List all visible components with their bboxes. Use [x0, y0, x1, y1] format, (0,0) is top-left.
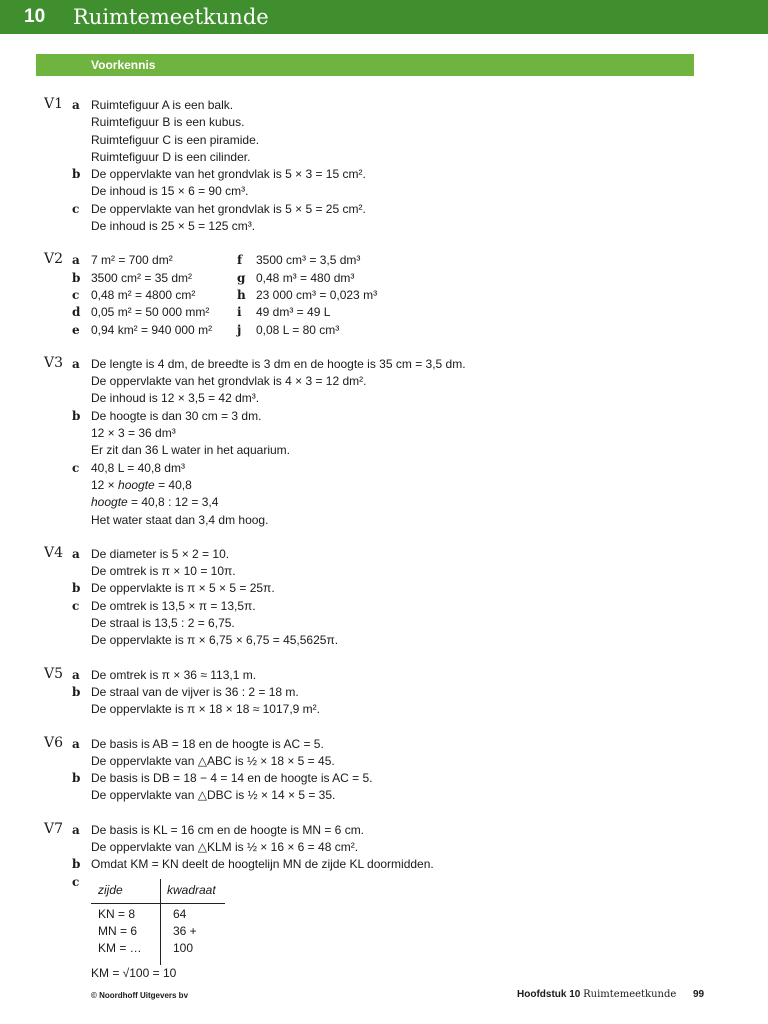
sub-label: a — [72, 253, 80, 268]
answer-line: 3500 cm³ = 3,5 dm³ — [256, 253, 361, 268]
sub-label: a — [72, 667, 80, 682]
exercise-v1 — [0, 97, 768, 235]
answer-line: Ruimtefiguur A is een balk. — [91, 98, 234, 112]
answer-line: De oppervlakte van het grondvlak is 5 × 3 = 15 cm². — [91, 167, 366, 182]
sub-label: d — [72, 305, 81, 320]
sub-label: c — [72, 287, 80, 302]
section-header-bar — [36, 54, 694, 76]
answer-line: De oppervlakte van het grondvlak is 4 × 3 = 12 dm². — [91, 374, 367, 389]
exercise-v5 — [0, 667, 768, 719]
sub-label: b — [72, 408, 81, 423]
sub-label: f — [237, 253, 243, 268]
answer-line: 0,48 m³ = 480 dm³ — [256, 270, 355, 285]
answer-line: 7 m² = 700 dm² — [91, 253, 173, 268]
sub-label: b — [72, 684, 81, 699]
exercise-v3 — [0, 356, 768, 529]
answer-line: De omtrek is π × 36 ≈ 113,1 m. — [91, 667, 257, 682]
answer-line: 0,48 m² = 4800 cm² — [91, 287, 196, 302]
sub-label: j — [237, 322, 242, 337]
squares-table — [91, 882, 231, 965]
answer-line: 0,94 km² = 940 000 m² — [91, 322, 213, 337]
answer-line: De basis is AB = 18 en de hoogte is AC = 5. — [91, 736, 324, 751]
exercise-label: V4 — [44, 544, 64, 561]
table-row-left: MN = 6 — [98, 923, 138, 938]
sub-label: c — [72, 874, 80, 889]
answer-line: De oppervlakte van △ABC is ½ × 18 × 5 = 45. — [91, 753, 335, 768]
exercise-v6 — [0, 736, 768, 805]
variable: hoogte — [91, 495, 128, 510]
sub-label: a — [72, 546, 80, 561]
sub-label: b — [72, 857, 81, 872]
chapter-number: 10 — [24, 6, 46, 27]
answer-line: De lengte is 4 dm, de breedte is 3 dm en de hoogte is 35 cm = 3,5 dm. — [91, 356, 466, 371]
sub-label: a — [72, 822, 80, 837]
answer-line: De omtrek is 13,5 × π = 13,5π. — [91, 598, 256, 613]
table-vertical-divider — [160, 879, 161, 965]
exercise-label: V5 — [44, 665, 64, 682]
exercise-label: V1 — [44, 96, 64, 112]
answer-line: KM = √100 = 10 — [91, 965, 177, 980]
text-part: = 40,8 — [154, 477, 192, 492]
sub-label: c — [72, 598, 80, 613]
answer-line: De oppervlakte van het grondvlak is 5 × 5 = 25 cm². — [91, 201, 366, 216]
sub-label: b — [72, 270, 81, 285]
text-part: 12 × — [91, 477, 119, 492]
answer-line: Het water staat dan 3,4 dm hoog. — [91, 512, 269, 527]
sub-label: g — [237, 270, 246, 285]
answer-line: 0,08 L = 80 cm³ — [256, 322, 340, 337]
answer-line: 49 dm³ = 49 L — [256, 305, 331, 320]
answer-line: De oppervlakte van △KLM is ½ × 16 × 6 = 48 cm². — [91, 839, 359, 854]
sub-label: a — [72, 356, 80, 371]
answer-line: De basis is DB = 18 − 4 = 14 en de hoogte is AC = 5. — [91, 771, 373, 786]
exercise-label: V3 — [44, 354, 64, 371]
table-row-right: 100 — [173, 940, 194, 955]
text-part: = 40,8 : 12 = 3,4 — [127, 495, 219, 510]
sub-label: a — [72, 98, 80, 112]
answer-line: De oppervlakte van △DBC is ½ × 14 × 5 = 35. — [91, 788, 336, 803]
sub-label: a — [72, 736, 80, 751]
sub-label: b — [72, 581, 81, 596]
answer-line: De inhoud is 12 × 3,5 = 42 dm³. — [91, 391, 260, 406]
table-row-right: 64 — [173, 906, 187, 921]
answer-line: Ruimtefiguur C is een piramide. — [91, 132, 260, 147]
copyright: © Noordhoff Uitgevers bv — [91, 991, 189, 1000]
table-row-left: KN = 8 — [98, 906, 136, 921]
answer-line: 3500 cm² = 35 dm² — [91, 270, 193, 285]
sub-label: h — [237, 287, 246, 302]
answer-line: Er zit dan 36 L water in het aquarium. — [91, 443, 290, 458]
answer-line: De oppervlakte is π × 6,75 × 6,75 = 45,5625π. — [91, 633, 339, 648]
answer-line: De oppervlakte is π × 18 × 18 ≈ 1017,9 m². — [91, 702, 320, 717]
answer-line: 0,05 m² = 50 000 mm² — [91, 305, 210, 320]
sub-label: e — [72, 322, 80, 337]
exercise-v2 — [0, 252, 768, 338]
answer-line: De hoogte is dan 30 cm = 3 dm. — [91, 408, 262, 423]
section-title: Voorkennis — [91, 58, 156, 72]
answer-line: De basis is KL = 16 cm en de hoogte is MN = 6 cm. — [91, 822, 365, 837]
answer-line: De oppervlakte is π × 5 × 5 = 25π. — [91, 581, 275, 596]
table-horizontal-divider — [91, 903, 225, 904]
table-row-left: KM = … — [98, 940, 142, 955]
answer-line: De inhoud is 15 × 6 = 90 cm³. — [91, 184, 249, 199]
answer-line: Ruimtefiguur B is een kubus. — [91, 115, 245, 130]
chapter-header-bar — [0, 0, 768, 34]
answer-line: De inhoud is 25 × 5 = 125 cm³. — [91, 219, 256, 234]
answer-line: 23 000 cm³ = 0,023 m³ — [256, 287, 378, 302]
footer-chapter — [517, 989, 676, 1000]
answer-line — [91, 477, 192, 494]
footer-chapter-title: Ruimtemeetkunde — [583, 989, 677, 1000]
answer-line: 40,8 L = 40,8 dm³ — [91, 460, 185, 475]
sub-label: b — [72, 771, 81, 786]
answer-line: Omdat KM = KN deelt de hoogtelijn MN de zijde KL doormidden. — [91, 857, 434, 872]
table-row-right: 36 + — [173, 923, 197, 938]
sub-label: c — [72, 201, 80, 216]
exercise-label: V7 — [44, 820, 64, 837]
answer-line: Ruimtefiguur D is een cilinder. — [91, 149, 251, 164]
chapter-title: Ruimtemeetkunde — [73, 5, 269, 29]
answer-line: 12 × 3 = 36 dm³ — [91, 426, 176, 441]
variable: hoogte — [118, 477, 155, 492]
answer-line: De straal van de vijver is 36 : 2 = 18 m. — [91, 684, 299, 699]
answer-line: De omtrek is π × 10 = 10π. — [91, 564, 236, 579]
answer-line: De diameter is 5 × 2 = 10. — [91, 546, 230, 561]
page-number: 99 — [693, 989, 705, 1000]
exercise-label: V6 — [44, 734, 64, 751]
exercise-label: V2 — [44, 251, 64, 268]
exercise-v4 — [0, 546, 768, 650]
answers-content — [0, 97, 768, 999]
sub-label: i — [237, 305, 242, 320]
sub-label: c — [72, 460, 80, 475]
exercise-v7 — [0, 822, 768, 982]
footer-chapter-prefix: Hoofdstuk 10 — [517, 989, 581, 1000]
answer-line: De straal is 13,5 : 2 = 6,75. — [91, 616, 235, 631]
sub-label: b — [72, 167, 81, 182]
table-header-kwadraat: kwadraat — [167, 882, 216, 897]
answer-line — [91, 494, 218, 511]
table-header-zijde: zijde — [98, 882, 123, 897]
